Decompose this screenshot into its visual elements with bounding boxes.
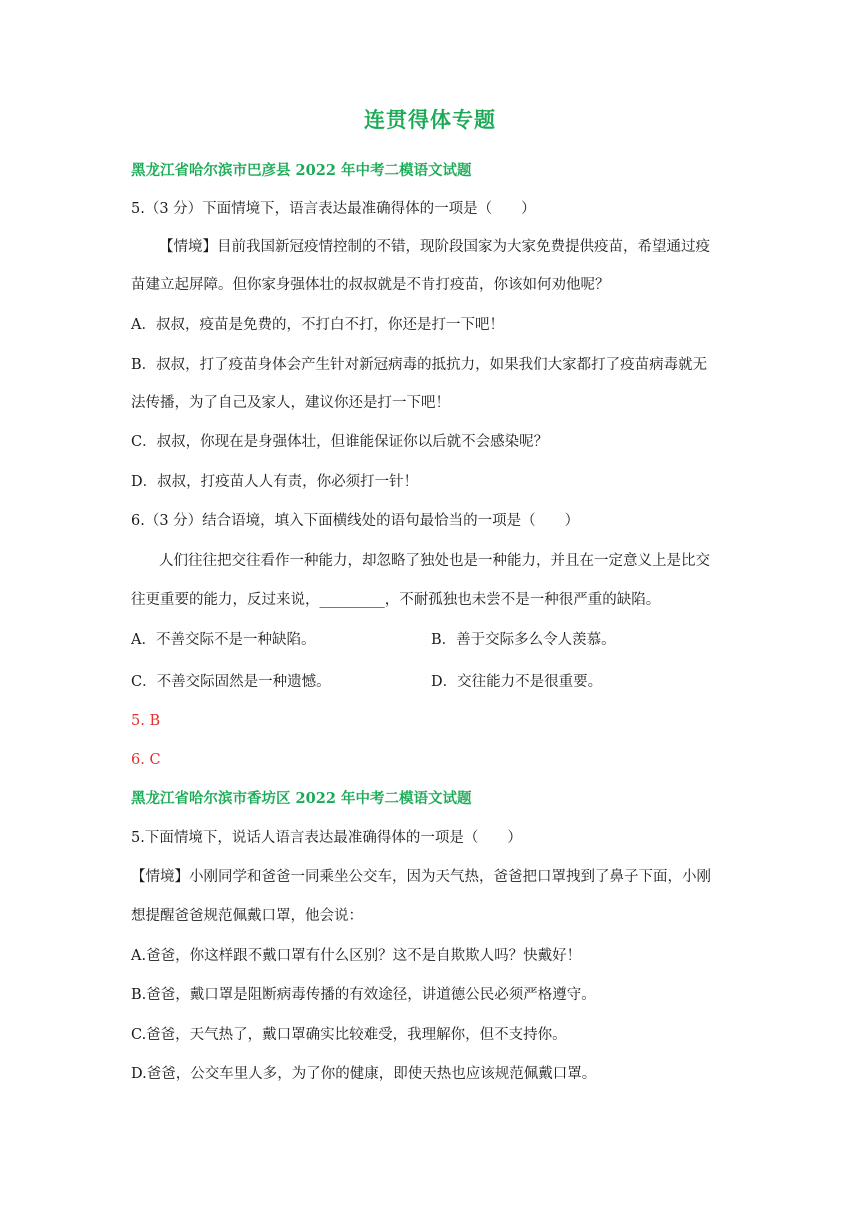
question-5-context-line-2: 苗建立起屏障。但你家身强体壮的叔叔就是不肯打疫苗，你该如何劝他呢？ <box>131 277 610 293</box>
question-5-option-b-line-1: B．叔叔，打了疫苗身体会产生针对新冠病毒的抵抗力，如果我们大家都打了疫苗病毒就无 <box>131 357 708 373</box>
question-5-option-a: A．叔叔，疫苗是免费的，不打白不打，你还是打一下吧！ <box>131 317 504 333</box>
question-5-option-b-line-2: 法传播，为了自己及家人，建议你还是打一下吧！ <box>131 395 450 411</box>
question-5b-option-b: B.爸爸，戴口罩是阻断病毒传播的有效途径，讲道德公民必须严格遵守。 <box>131 987 596 1003</box>
question-5b-option-c: C.爸爸，天气热了，戴口罩确实比较难受，我理解你，但不支持你。 <box>131 1027 567 1043</box>
question-5-stem: 5.（3 分）下面情境下，语言表达最准确得体的一项是（ ） <box>131 201 536 217</box>
question-6-stem: 6.（3 分）结合语境，填入下面横线处的语句最恰当的一项是（ ） <box>131 513 580 529</box>
section-heading-bayan: 黑龙江省哈尔滨市巴彦县 2022 年中考二模语文试题 <box>131 162 472 179</box>
answer-6: 6. C <box>131 752 161 768</box>
question-5-option-d: D．叔叔，打疫苗人人有责，你必须打一针！ <box>131 474 419 490</box>
question-5b-option-a: A.爸爸，你这样跟不戴口罩有什么区别？这不是自欺欺人吗？快戴好！ <box>131 948 582 964</box>
question-6-option-c: C．不善交际固然是一种遗憾。 <box>131 674 331 690</box>
question-5b-stem: 5.下面情境下，说话人语言表达最准确得体的一项是（ ） <box>131 830 522 846</box>
question-5b-context-line-1: 【情境】小刚同学和爸爸一同乘坐公交车，因为天气热，爸爸把口罩拽到了鼻子下面，小刚 <box>131 869 711 885</box>
question-6-passage-line-2: 往更重要的能力，反过来说，_________，不耐孤独也未尝不是一种很严重的缺陷。 <box>131 592 661 608</box>
question-5-option-c: C．叔叔，你现在是身强体壮，但谁能保证你以后就不会感染呢？ <box>131 434 549 450</box>
question-5-context-line-1: 【情境】目前我国新冠疫情控制的不错，现阶段国家为大家免费提供疫苗，希望通过疫 <box>159 239 710 255</box>
question-5b-context-line-2: 想提醒爸爸规范佩戴口罩，他会说： <box>131 908 363 924</box>
question-6-option-b: B．善于交际多么令人羡慕。 <box>431 632 616 648</box>
question-6-passage-line-1: 人们往往把交往看作一种能力，却忽略了独处也是一种能力，并且在一定意义上是比交 <box>159 553 710 569</box>
section-heading-xiangfang: 黑龙江省哈尔滨市香坊区 2022 年中考二模语文试题 <box>131 790 472 807</box>
question-5b-option-d: D.爸爸，公交车里人多，为了你的健康，即使天热也应该规范佩戴口罩。 <box>131 1066 597 1082</box>
page-title: 连贯得体专题 <box>364 107 496 132</box>
question-6-option-d: D．交往能力不是很重要。 <box>431 674 603 690</box>
answer-5: 5. B <box>131 713 161 729</box>
question-6-option-a: A．不善交际不是一种缺陷。 <box>131 632 316 648</box>
